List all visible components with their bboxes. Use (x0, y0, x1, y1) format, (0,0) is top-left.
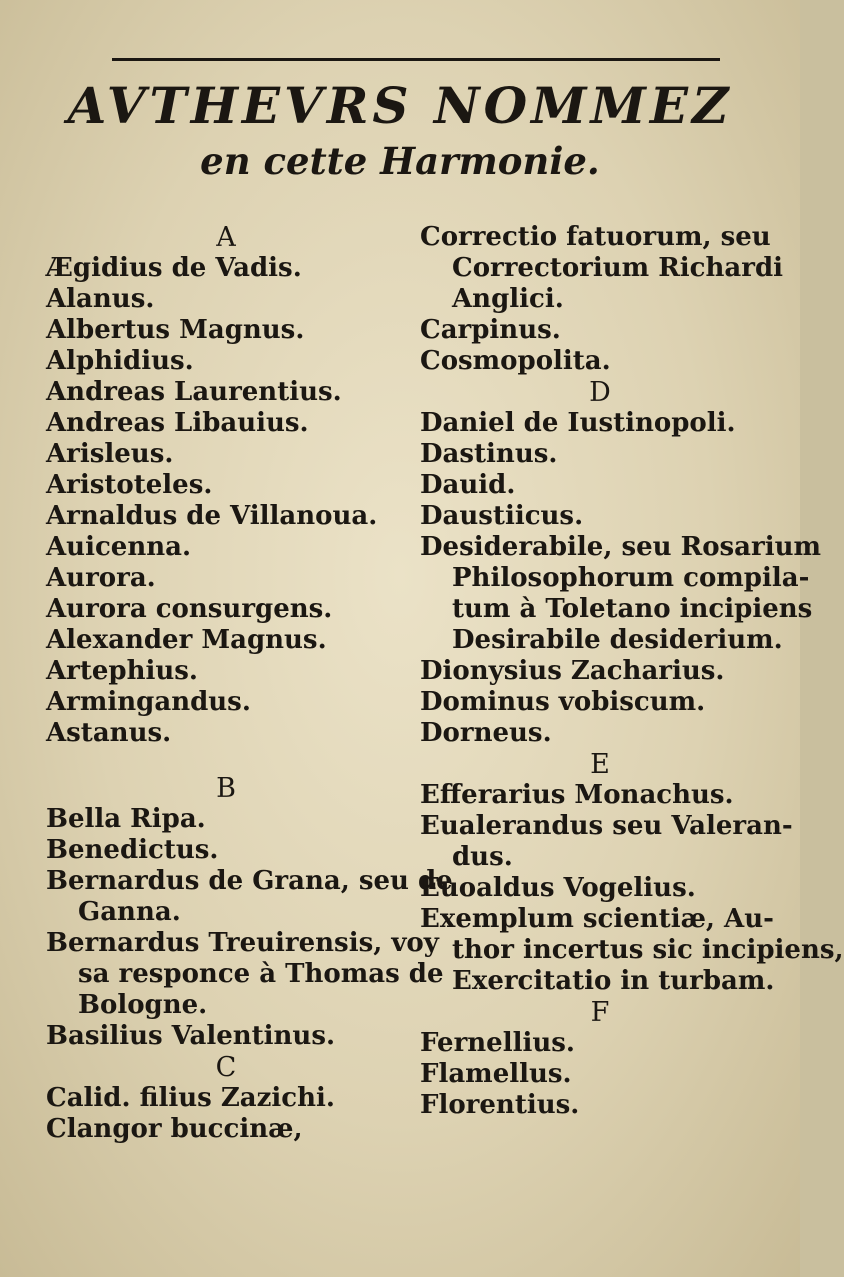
author-entry: Arnaldus de Villanoua. (46, 501, 378, 531)
author-entry: Ægidius de Vadis. (46, 253, 302, 283)
author-entry-continued: Bologne. (78, 990, 208, 1020)
author-entry: Daniel de Iustinopoli. (420, 408, 736, 438)
author-entry: Aristoteles. (46, 470, 213, 500)
author-entry-continued: Philosophorum compila- (452, 563, 810, 593)
author-entry: Eualerandus seu Valeran- (420, 811, 793, 841)
author-entry: Alanus. (46, 284, 155, 314)
author-entry: Astanus. (46, 718, 172, 748)
section-letter-a: A (216, 222, 236, 253)
right-column (420, 222, 844, 1121)
section-letter-b: B (216, 773, 236, 804)
author-entry: Exemplum scientiæ, Au- (420, 904, 774, 934)
page-subtitle: en cette Harmonie. (200, 139, 600, 183)
author-entry: Alexander Magnus. (46, 625, 327, 655)
author-entry-continued: thor incertus sic incipiens, (452, 935, 844, 965)
author-entry: Andreas Laurentius. (46, 377, 342, 407)
author-entry: Aurora. (46, 563, 156, 593)
author-entry: Andreas Libauius. (46, 408, 309, 438)
author-entry: Desiderabile, seu Rosarium (420, 532, 822, 562)
section-letter-c: C (215, 1052, 237, 1083)
author-entry: Artephius. (46, 656, 198, 686)
author-entry-continued: Exercitatio in turbam. (452, 966, 775, 996)
author-entry: Bella Ripa. (46, 804, 206, 834)
author-entry: Correctio fatuorum, seu (420, 222, 771, 252)
author-entry: Bernardus de Grana, seu de (46, 866, 453, 896)
author-entry-continued: dus. (452, 842, 513, 872)
author-entry: Florentius. (420, 1090, 580, 1120)
author-entry: Aurora consurgens. (46, 594, 333, 624)
author-entry-continued: Anglici. (452, 284, 564, 314)
section-letter-e: E (590, 749, 610, 780)
author-entry: Fernellius. (420, 1028, 575, 1058)
author-entry: Dorneus. (420, 718, 552, 748)
author-entry-continued: sa responce à Thomas de (78, 959, 444, 989)
author-entry: Flamellus. (420, 1059, 572, 1089)
author-entry-continued: Desirabile desiderium. (452, 625, 783, 655)
author-entry: Dauid. (420, 470, 516, 500)
author-entry-continued: Correctorium Richardi (452, 253, 784, 283)
author-entry: Dastinus. (420, 439, 558, 469)
page-title: AVTHEVRS NOMMEZ (67, 76, 733, 135)
author-entry: Calid. filius Zazichi. (46, 1083, 335, 1113)
author-entry: Euoaldus Vogelius. (420, 873, 696, 903)
top-rule (112, 58, 720, 61)
author-entry: Dionysius Zacharius. (420, 656, 725, 686)
author-entry: Alphidius. (46, 346, 194, 376)
author-entry: Daustiicus. (420, 501, 584, 531)
author-entry: Dominus vobiscum. (420, 687, 706, 717)
author-entry: Arisleus. (46, 439, 174, 469)
author-entry: Armingandus. (46, 687, 251, 717)
section-letter-d: D (589, 377, 611, 408)
author-entry-continued: tum à Toletano incipiens (452, 594, 813, 624)
author-entry: Carpinus. (420, 315, 561, 345)
author-entry-continued: Ganna. (78, 897, 181, 927)
section-letter-f: F (590, 997, 610, 1028)
author-entry: Albertus Magnus. (46, 315, 305, 345)
author-entry: Cosmopolita. (420, 346, 611, 376)
author-entry: Basilius Valentinus. (46, 1021, 336, 1051)
author-entry: Efferarius Monachus. (420, 780, 734, 810)
author-entry: Benedictus. (46, 835, 219, 865)
left-column (46, 222, 453, 1145)
author-entry: Bernardus Treuirensis, voy (46, 928, 439, 958)
author-entry: Auicenna. (46, 532, 192, 562)
author-entry: Clangor buccinæ, (46, 1114, 303, 1144)
